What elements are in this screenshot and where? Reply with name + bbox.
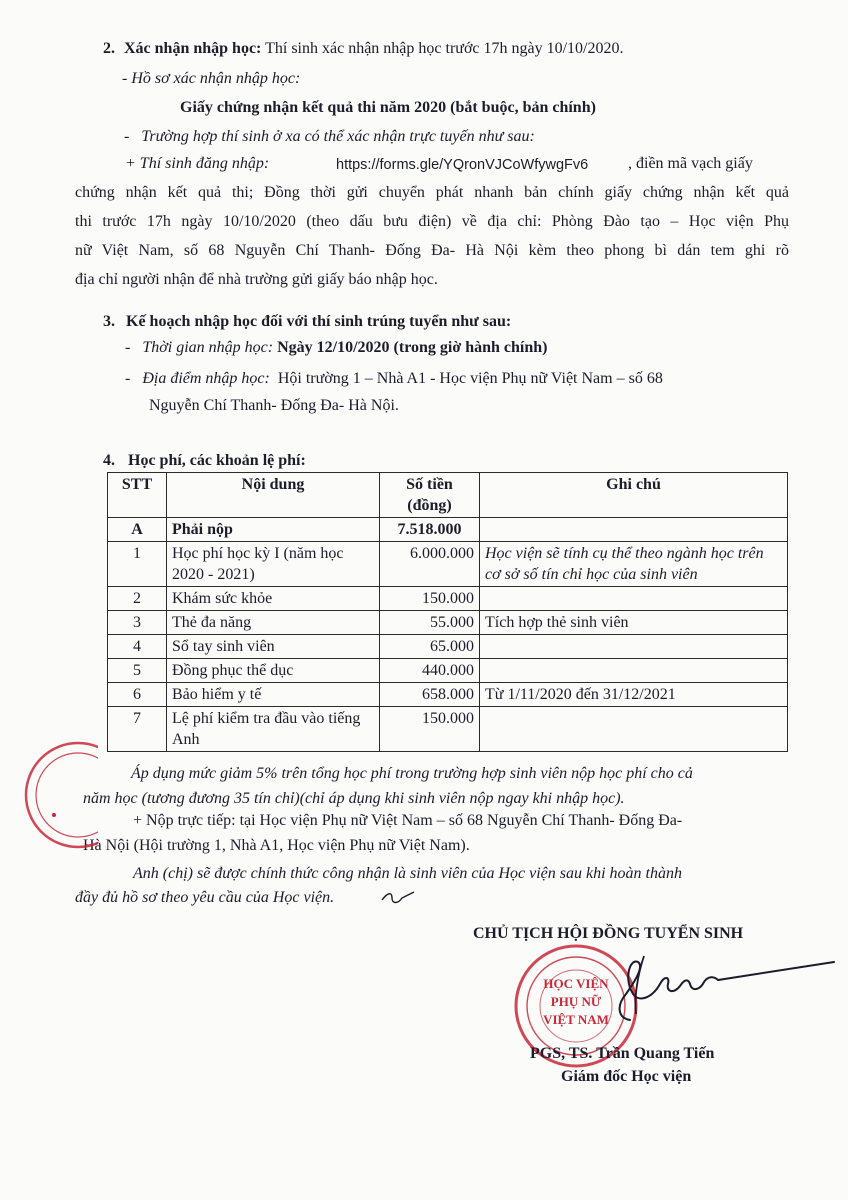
time-value: Ngày 12/10/2020 (trong giờ hành chính) <box>277 339 548 356</box>
certificate-requirement: Giấy chứng nhận kết quả thi năm 2020 (bắt buộc, bản chính) <box>180 99 596 116</box>
section2-line2: chứng nhận kết quả thi; Đồng thời gửi chuyển phát nhanh bản chính giấy chứng nhận kết quả <box>75 184 789 201</box>
table-row <box>108 542 788 587</box>
time-label: Thời gian nhập học: <box>142 339 274 356</box>
row-stt: 3 <box>108 611 167 635</box>
direct-payment-line2: Hà Nội (Hội trường 1, Nhà A1, Học viện Phụ nữ Việt Nam). <box>83 837 470 854</box>
row-stt: 5 <box>108 659 167 683</box>
remote-case-line <box>124 128 535 146</box>
row-content: Khám sức khỏe <box>167 587 380 611</box>
table-row <box>108 683 788 707</box>
row-stt: 1 <box>108 542 167 587</box>
section4-number: 4. <box>103 452 115 469</box>
total-stt: A <box>108 518 167 542</box>
dash-bullet: - <box>125 339 143 356</box>
signer-position: Giám đốc Học viện <box>561 1068 692 1085</box>
login-label: + Thí sinh đăng nhập: <box>125 155 270 172</box>
row-amount: 658.000 <box>380 683 480 707</box>
section2-heading: Xác nhận nhập học: <box>124 40 262 57</box>
login-rest: , điền mã vạch giấy <box>628 155 753 172</box>
remote-case-text: Trường hợp thí sinh ở xa có thể xác nhận trực tuyến như sau: <box>141 128 535 145</box>
table-row <box>108 587 788 611</box>
row-stt: 2 <box>108 587 167 611</box>
section3-number: 3. <box>103 313 115 330</box>
row-amount: 55.000 <box>380 611 480 635</box>
section2-number: 2. <box>103 40 115 57</box>
row-note <box>480 707 788 752</box>
row-content: Đồng phục thể dục <box>167 659 380 683</box>
table-row <box>108 707 788 752</box>
section2-line4: nữ Việt Nam, số 68 Nguyễn Chí Thanh- Đống Đa- Hà Nội kèm theo phong bì dán tem ghi rõ <box>75 242 789 259</box>
row-note: Học viện sẽ tính cụ thể theo ngành học trên cơ sở số tín chỉ học của sinh viên <box>480 542 788 587</box>
fee-table-header <box>108 473 788 518</box>
enrollment-time-line <box>125 339 547 357</box>
handwritten-signature <box>608 948 838 1028</box>
row-content: Sổ tay sinh viên <box>167 635 380 659</box>
enrollment-place-line <box>125 370 663 388</box>
signer-name: PGS, TS. Trần Quang Tiến <box>530 1045 715 1062</box>
row-amount: 150.000 <box>380 587 480 611</box>
row-content: Thẻ đa năng <box>167 611 380 635</box>
login-line <box>125 155 269 173</box>
row-stt: 7 <box>108 707 167 752</box>
final-note-line1: Anh (chị) sẽ được chính thức công nhận là sinh viên của Học viện sau khi hoàn thành <box>133 865 682 882</box>
fee-table <box>107 472 788 752</box>
signature-title: CHỦ TỊCH HỘI ĐỒNG TUYỂN SINH <box>473 925 744 942</box>
total-content: Phải nộp <box>167 518 380 542</box>
row-note: Tích hợp thẻ sinh viên <box>480 611 788 635</box>
place-label: Địa điểm nhập học: <box>142 370 270 387</box>
table-row-total <box>108 518 788 542</box>
row-note <box>480 635 788 659</box>
section3-heading: Kế hoạch nhập học đối với thí sinh trúng tuyển như sau: <box>126 313 512 330</box>
row-amount: 150.000 <box>380 707 480 752</box>
header-amount: Số tiền (đồng) <box>380 473 480 518</box>
section2-line3: thi trước 17h ngày 10/10/2020 (theo dấu bưu điện) về địa chỉ: Phòng Đào tạo – Học viện Phụ <box>75 213 789 230</box>
row-note <box>480 659 788 683</box>
dash-bullet: - <box>125 370 143 387</box>
section2-line5: địa chỉ người nhận để nhà trường gửi giấy báo nhập học. <box>75 271 438 288</box>
row-amount: 65.000 <box>380 635 480 659</box>
total-amount: 7.518.000 <box>380 518 480 542</box>
dossier-label: - Hồ sơ xác nhận nhập học: <box>122 70 301 87</box>
discount-line1: Áp dụng mức giảm 5% trên tổng học phí trong trường hợp sinh viên nộp học phí cho cả <box>131 765 693 782</box>
initials-mark <box>378 888 418 910</box>
final-note-line2: đầy đủ hồ sơ theo yêu cầu của Học viện. <box>75 889 335 906</box>
row-content: Bảo hiểm y tế <box>167 683 380 707</box>
section2-heading-line <box>124 40 624 58</box>
section4-heading: Học phí, các khoản lệ phí: <box>128 452 306 469</box>
direct-payment-line1: + Nộp trực tiếp: tại Học viện Phụ nữ Việt Nam – số 68 Nguyễn Chí Thanh- Đống Đa- <box>133 812 683 829</box>
table-row <box>108 611 788 635</box>
row-note: Từ 1/11/2020 đến 31/12/2021 <box>480 683 788 707</box>
row-content: Lệ phí kiểm tra đầu vào tiếng Anh <box>167 707 380 752</box>
row-stt: 6 <box>108 683 167 707</box>
row-content: Học phí học kỳ I (năm học 2020 - 2021) <box>167 542 380 587</box>
total-note <box>480 518 788 542</box>
row-amount: 6.000.000 <box>380 542 480 587</box>
stamp-line1: HỌC VIỆN <box>543 976 609 991</box>
header-note: Ghi chú <box>480 473 788 518</box>
row-amount: 440.000 <box>380 659 480 683</box>
row-note <box>480 587 788 611</box>
table-row <box>108 635 788 659</box>
place-value: Hội trường 1 – Nhà A1 - Học viện Phụ nữ Việt Nam – số 68 <box>277 370 663 387</box>
header-stt: STT <box>108 473 167 518</box>
forms-link[interactable]: https://forms.gle/YQronVJCoWfywgFv6 <box>336 157 589 173</box>
section2-heading-rest: Thí sinh xác nhận nhập học trước 17h ngày 10/10/2020. <box>265 40 624 57</box>
discount-line2: năm học (tương đương 35 tín chỉ)(chỉ áp dụng khi sinh viên nộp ngay khi nhập học). <box>83 790 625 807</box>
stamp-line3: VIỆT NAM <box>543 1012 609 1027</box>
header-content: Nội dung <box>167 473 380 518</box>
row-stt: 4 <box>108 635 167 659</box>
side-stamp <box>18 735 98 855</box>
dash-bullet: - <box>124 128 142 145</box>
stamp-line2: PHỤ NỮ <box>550 994 602 1009</box>
table-row <box>108 659 788 683</box>
place-line2: Nguyễn Chí Thanh- Đống Đa- Hà Nội. <box>149 397 399 414</box>
